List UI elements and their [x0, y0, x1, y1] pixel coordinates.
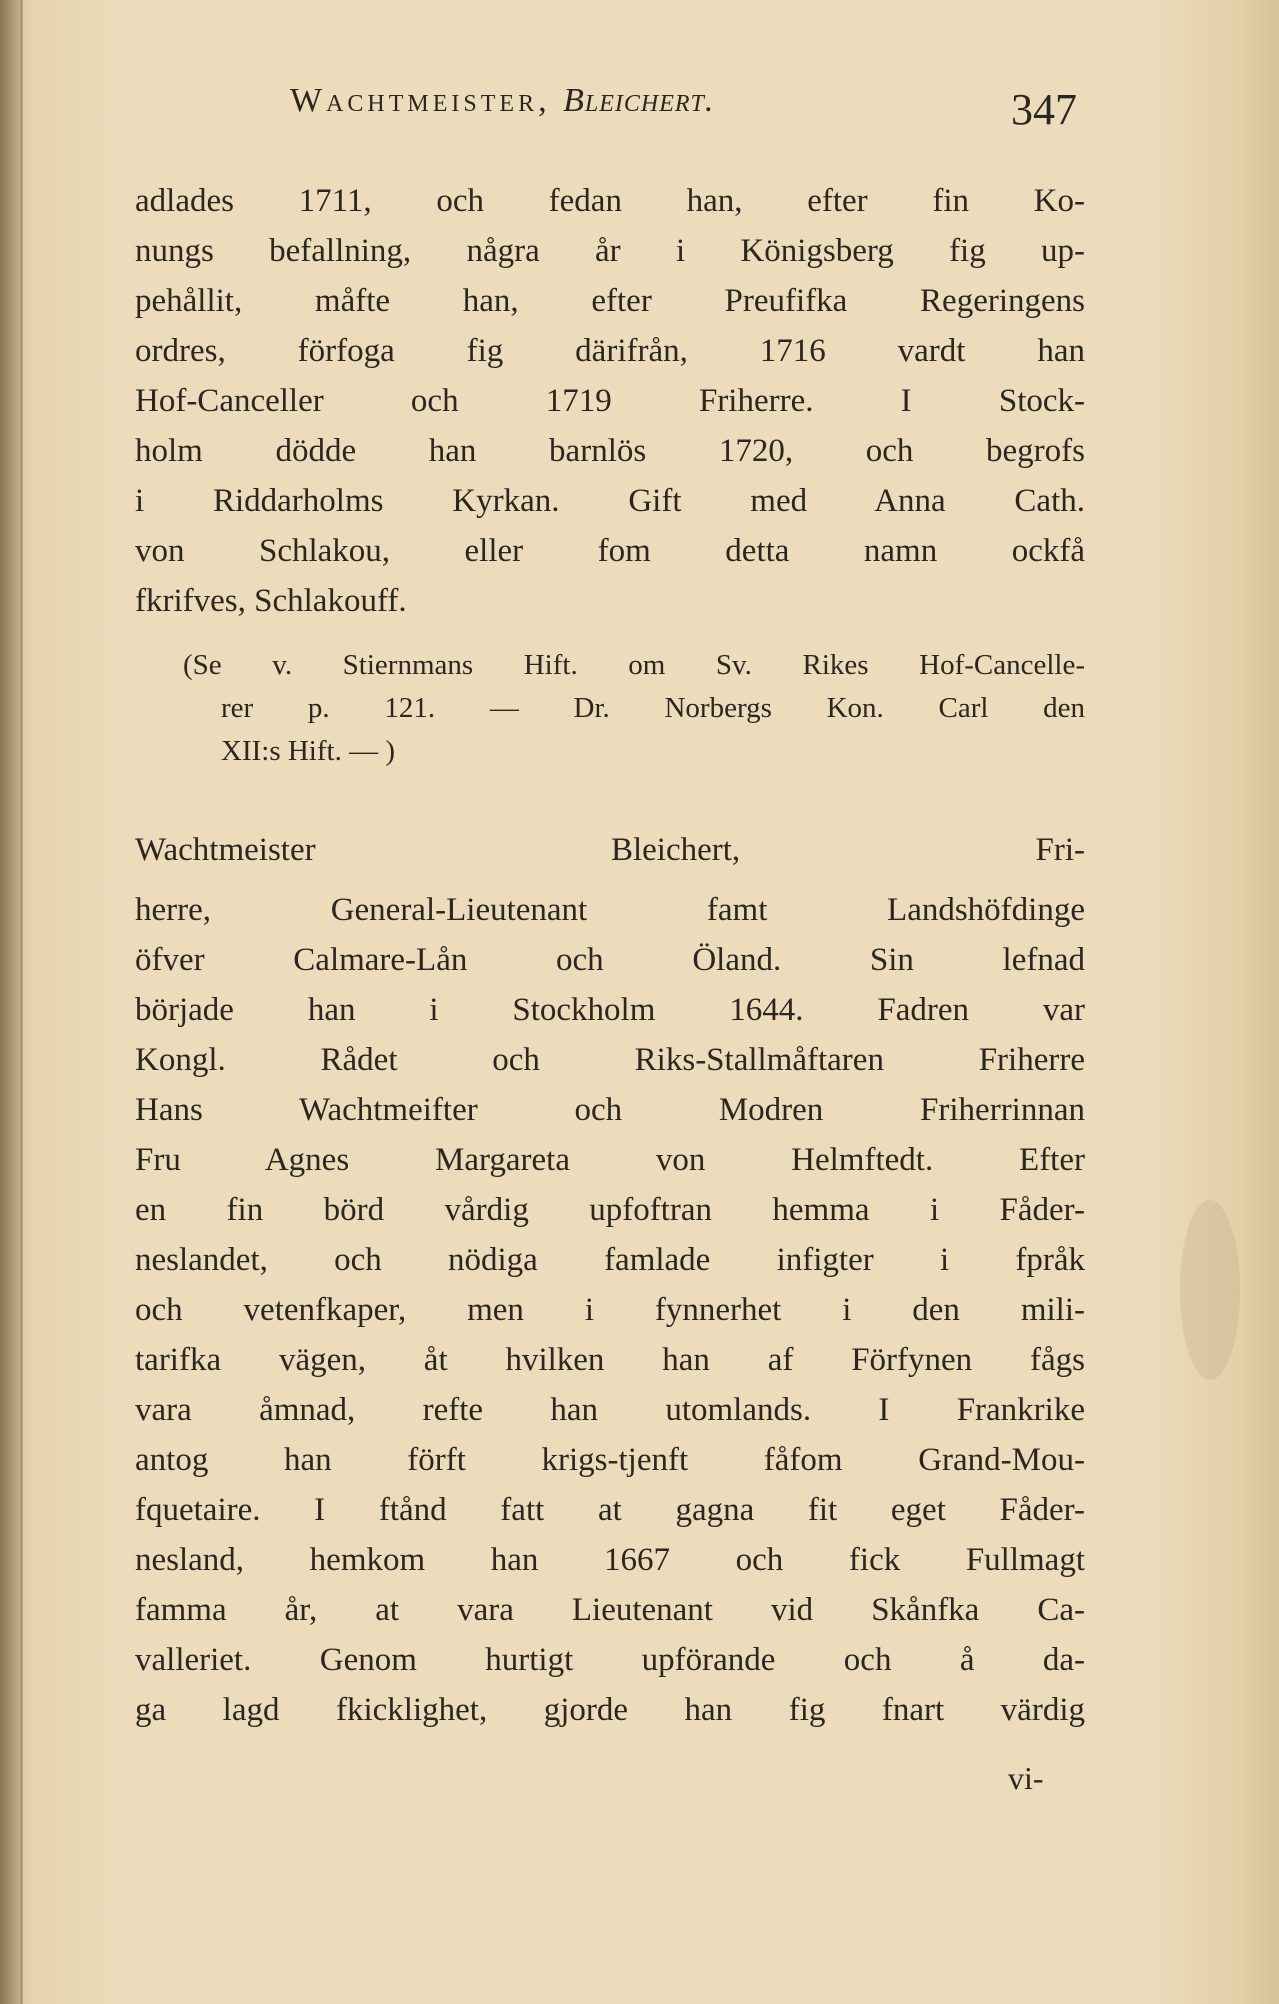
- entry-line: antog han förft krigs-tjenft fåfom Grand-Mou-: [135, 1442, 1085, 1478]
- text-line: von Schlakou, eller fom detta namn ockfå: [135, 533, 1085, 569]
- entry-line: tarifka vägen, åt hvilken han af Förfynen fågs: [135, 1342, 1085, 1378]
- entry-line: ga lagd fkicklighet, gjorde han fig fnart värdig: [135, 1692, 1085, 1728]
- paragraph-continuation: [135, 176, 1085, 626]
- text-line: fkrifves, Schlakouff.: [135, 583, 407, 619]
- text-line: pehållit, måfte han, efter Preufifka Regeringens: [135, 283, 1085, 319]
- entry-line: neslandet, och nödiga famlade infigter i fpråk: [135, 1242, 1085, 1278]
- entry-heading-line: Wachtmeister Bleichert, Fri-: [135, 832, 1085, 868]
- reference-line: XII:s Hift. — ): [221, 735, 395, 767]
- entry-line: Hans Wachtmeifter och Modren Friherrinnan: [135, 1092, 1085, 1128]
- entry-line: Kongl. Rådet och Riks-Stallmåftaren Friherre: [135, 1042, 1085, 1078]
- page-number: 347: [1011, 85, 1077, 134]
- entry-line: nesland, hemkom han 1667 och fick Fullmagt: [135, 1542, 1085, 1578]
- page-header: [290, 82, 1090, 142]
- biography-entry: [135, 815, 1085, 1735]
- entry-line: öfver Calmare-Lån och Öland. Sin lefnad: [135, 942, 1085, 978]
- running-title-italic: Bleichert.: [563, 82, 715, 119]
- spine-edge: [20, 0, 23, 2004]
- entry-line: en fin börd vårdig upfoftran hemma i Fåder-: [135, 1192, 1085, 1228]
- entry-line: herre, General-Lieutenant famt Landshöfdinge: [135, 892, 1085, 928]
- text-line: ordres, förfoga fig därifrån, 1716 vardt han: [135, 333, 1085, 369]
- running-title: [290, 82, 714, 120]
- source-reference: [135, 644, 1085, 773]
- reference-line: (Se v. Stiernmans Hift. om Sv. Rikes Hof-Cancelle-: [183, 649, 1085, 681]
- entry-line: valleriet. Genom hurtigt upförande och å da-: [135, 1642, 1085, 1678]
- paper-stain: [1180, 1200, 1240, 1380]
- text-line: Hof-Canceller och 1719 Friherre. I Stock-: [135, 383, 1085, 419]
- running-title-name: Wachtmeister,: [290, 82, 551, 119]
- text-line: i Riddarholms Kyrkan. Gift med Anna Cath.: [135, 483, 1085, 519]
- reference-line: rer p. 121. — Dr. Norbergs Kon. Carl den: [221, 692, 1085, 724]
- body-text: [135, 176, 1085, 1735]
- entry-line: Fru Agnes Margareta von Helmftedt. Efter: [135, 1142, 1085, 1178]
- text-line: adlades 1711, och fedan han, efter fin Ko-: [135, 183, 1085, 219]
- text-line: nungs befallning, några år i Königsberg fig up-: [135, 233, 1085, 269]
- entry-line: fquetaire. I ftånd fatt at gagna fit eget Fåder-: [135, 1492, 1085, 1528]
- catchword: vi-: [1008, 1760, 1044, 1796]
- entry-line: och vetenfkaper, men i fynnerhet i den mili-: [135, 1292, 1085, 1328]
- page-gutter: [0, 0, 22, 2004]
- entry-line: famma år, at vara Lieutenant vid Skånfka Ca-: [135, 1592, 1085, 1628]
- entry-line: började han i Stockholm 1644. Fadren var: [135, 992, 1085, 1028]
- text-line: holm dödde han barnlös 1720, och begrofs: [135, 433, 1085, 469]
- entry-line: vara åmnad, refte han utomlands. I Frankrike: [135, 1392, 1085, 1428]
